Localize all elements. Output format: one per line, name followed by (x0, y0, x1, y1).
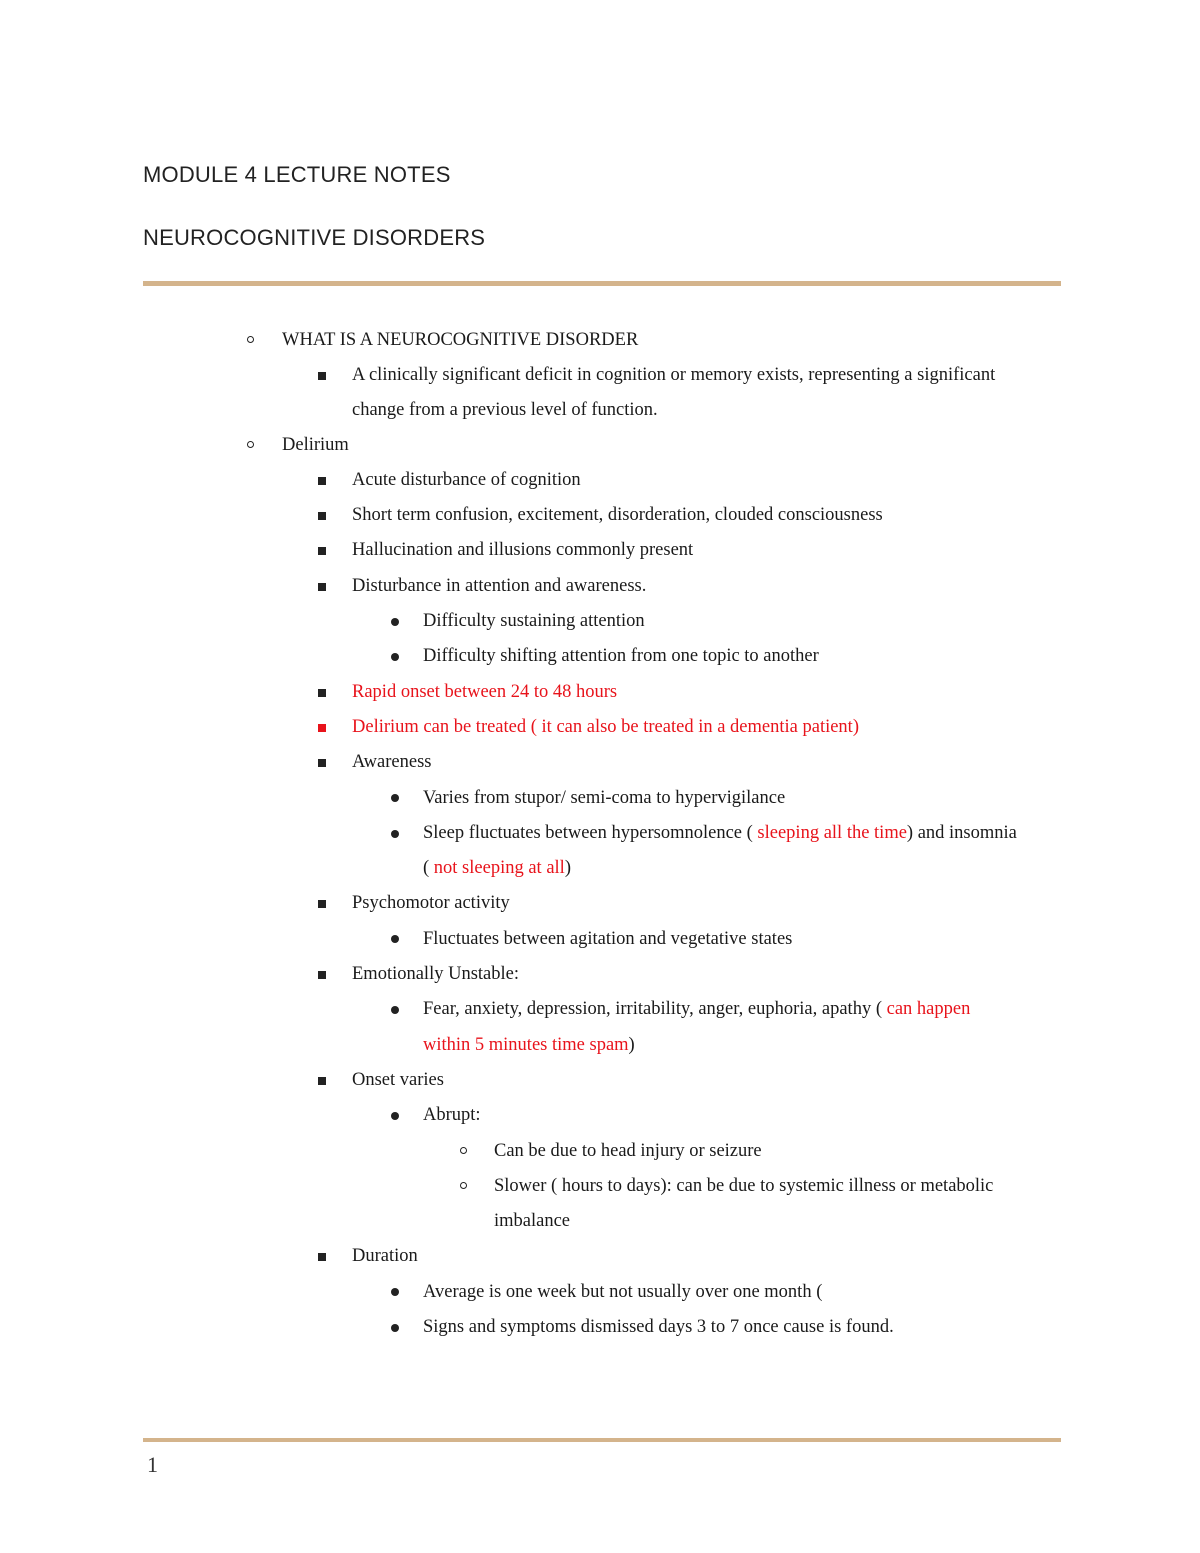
square-bullet-icon (318, 372, 326, 380)
round-bullet-icon (391, 1324, 399, 1332)
square-bullet-icon (318, 477, 326, 485)
square-bullet-icon (318, 1253, 326, 1261)
square-bullet-icon (318, 547, 326, 555)
outline-item-highlight: Delirium can be treated ( it can also be treated in a dementia patient) (352, 717, 859, 737)
outline-item: Emotionally Unstable: (352, 964, 519, 984)
round-bullet-icon (391, 935, 399, 943)
page-subtitle: NEUROCOGNITIVE DISORDERS (143, 225, 486, 250)
text-run-highlight: within 5 minutes time spam (423, 1035, 629, 1055)
outline-subitem: Varies from stupor/ semi-coma to hypervigilance (423, 788, 786, 808)
outline-subitem (423, 997, 970, 1021)
round-bullet-icon (391, 653, 399, 661)
square-bullet-icon (318, 583, 326, 591)
outline-subitem (423, 821, 1017, 845)
outline-subitem: Fluctuates between agitation and vegetative states (423, 929, 793, 949)
square-bullet-icon (318, 759, 326, 767)
round-bullet-icon (391, 1006, 399, 1014)
round-bullet-icon (391, 794, 399, 802)
outline-subitem: Average is one week but not usually over one month ( (423, 1282, 823, 1302)
square-bullet-icon (318, 689, 326, 697)
outline-item-definition-cont: change from a previous level of function. (352, 400, 658, 420)
square-bullet-icon (318, 512, 326, 520)
circle-bullet-icon (247, 441, 254, 448)
outline-item: Duration (352, 1246, 418, 1266)
outline-subsubitem-cont: imbalance (494, 1211, 571, 1231)
page-number: 1 (147, 1452, 158, 1477)
outline-item: Hallucination and illusions commonly present (352, 540, 694, 560)
outline-item: Awareness (352, 752, 432, 772)
outline-item-highlight: Rapid onset between 24 to 48 hours (352, 682, 618, 702)
outline-item-what-is: WHAT IS A NEUROCOGNITIVE DISORDER (282, 330, 639, 350)
text-run: ) (628, 1035, 635, 1055)
circle-bullet-icon (460, 1147, 467, 1154)
outline-subitem-cont (423, 856, 571, 880)
outline-item: Disturbance in attention and awareness. (352, 576, 647, 596)
round-bullet-icon (391, 618, 399, 626)
outline-item: Psychomotor activity (352, 893, 510, 913)
outline-item: Acute disturbance of cognition (352, 470, 581, 490)
text-run: ( (423, 858, 434, 878)
text-run: ) (564, 858, 571, 878)
circle-bullet-icon (247, 336, 254, 343)
outline-subitem: Abrupt: (423, 1105, 481, 1125)
outline-subitem: Signs and symptoms dismissed days 3 to 7 once cause is found. (423, 1317, 894, 1337)
outline-subsubitem: Slower ( hours to days): can be due to systemic illness or metabolic (494, 1176, 994, 1196)
footer-divider (143, 1438, 1061, 1442)
round-bullet-icon (391, 1112, 399, 1120)
outline-item-definition: A clinically significant deficit in cognition or memory exists, representing a significant (352, 365, 996, 385)
text-run-highlight: not sleeping at all (433, 858, 565, 878)
square-bullet-icon (318, 900, 326, 908)
text-run: Sleep fluctuates between hypersomnolence ( (423, 823, 758, 843)
text-run: ) and insomnia (906, 823, 1017, 843)
round-bullet-icon (391, 830, 399, 838)
outline-item: Short term confusion, excitement, disorderation, clouded consciousness (352, 505, 883, 525)
square-bullet-icon (318, 1077, 326, 1085)
text-run-highlight: sleeping all the time (757, 823, 907, 843)
outline-subitem: Difficulty sustaining attention (423, 611, 645, 631)
outline-subsubitem: Can be due to head injury or seizure (494, 1141, 762, 1161)
circle-bullet-icon (460, 1182, 467, 1189)
outline-item: Onset varies (352, 1070, 444, 1090)
square-bullet-icon (318, 724, 326, 732)
square-bullet-icon (318, 971, 326, 979)
outline-item-delirium: Delirium (282, 435, 349, 455)
text-run-highlight: can happen (886, 999, 971, 1019)
outline-subitem-cont (423, 1033, 635, 1057)
text-run: Fear, anxiety, depression, irritability, anger, euphoria, apathy ( (423, 999, 887, 1019)
outline-subitem: Difficulty shifting attention from one topic to another (423, 646, 819, 666)
page-title: MODULE 4 LECTURE NOTES (143, 162, 451, 187)
header-divider (143, 281, 1061, 286)
round-bullet-icon (391, 1288, 399, 1296)
